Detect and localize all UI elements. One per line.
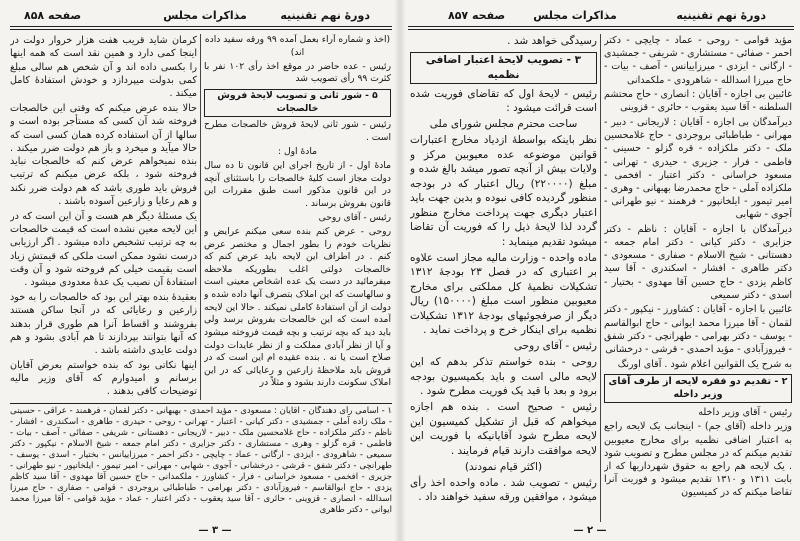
late-without-leave-list: دیرآمدگان بی اجازه - آقایان : لاریجانی - دبیر - مهرانی - طباطبائی بروجردی - حاج غلامحسین ملک - دکتر ملکزاده - قره گزلو - حسینی - فاطمی - فرار - جزیری - حیدری - تهرانی - مسعود خراسانی - دکتر اعتبار - افخمی - ملکزاده آملی - حاج محمدرضا بهبهانی - وهری - امیر تیمور - ایلخانپور - فرهمند - نیو طهرانی - آجوی - شهابی xyxy=(604,116,792,221)
speech-paragraph: وزیر داخله (آقای جم) - اینجانب یک لایحه راجع به اعتبار اضافی نظمیه برای مخارج معیوبین تقدیم میکنم که در مجلس مطرح و تصویب شود . یک لایحه هم راجع به حقوق شهرداریها که از بابت ۱۳۱۱ و ۱۳۱۰ تقدیم میشود و فوریت آنرا تقاضا میکنم که در کمیسیون xyxy=(604,421,792,499)
bill-preamble: نظر باینکه بواسطهٔ ازدیاد مخارج اعتبارات قوانین موضوعه عده معیوبین مرکز و ولایات بیش از آنچه تصور میشد بالغ شده و مبلغ (۲۲۰۰۰۰) ریال اعتبار که در بودجه منظور گردیده کافی نبوده و بدین جهت باید اعتبار دیگری جهت پرداخت مخارج منظور گردد لذا لایحهٔ ذیل را که فوریت آن تقاضا میشود تقدیم مینماید : xyxy=(410,134,597,248)
speaker-paragraph: رئیس - لایحهٔ اول که تقاضای فوریت شده است قرائت میشود : xyxy=(410,87,597,115)
footnote-text: ۱ - اسامی رأی دهندگان - آقایان : مسعودی - مؤید احمدی - بهبهانی - دکتر لقمان - فرهمند - عراقی - حسینی - ملک زاده آملی - جمشیدی - دکتر کیانی - اعتبار - تهرانی - روحی - حیدری - طاهری - اسکندری - افشار - ناظم - دکتر ملکزاده - حاج غلامحسین ملک - دبیر - لاریجانی - دهستانی - شریفی - صفائی - آصف - بیات - فاطمی - قره گزلو - وهری - مستشاری - دکتر جزایری - دکتر امام جمعه - شیخ الاسلام - نیکپور - دکتر سمیعی - شاهرودی - ایزدی - ارگانی - عماد - چایچی - دکتر احمر - میرزاییانس - بختیار - اسدی - یوسف - طهرانچی - دکتر شفق - قرشی - درخشانی - آجوی - شهابی - مهرانی - امیر تیمور - ایلخانپور - نیو طهرانی - جزیری - افخمی - مسعود خراسانی - فرار - کشاورز - ملکمدانی - حاج حسین آقا مهدوی - آقا سید کاظم یزدی - حاج ابوالقاسم - فیروزآبادی - دکتر بهرامی - طباطبائی بروجردی - قوامی - صفاری - حاج میرزا اسدالله - انصاری - قزوینی - حائری - آقا سید یعقوب - دکتر اعتبار - عماد - مؤید قوامی - آقا میرزا محمد ایوانی - دکتر طاهری xyxy=(10,406,392,516)
column-right xyxy=(604,34,792,522)
speech-paragraph: کرمان شاید قریب هفت هزار خروار دولت در اینجا کمی دارد و همین نقد است که همه اینها را بکسی داده اند و آن شخص هم سالی مبلغ کمی بدولت میپردازد و خودش استفادهٔ کامل میکند . xyxy=(10,35,197,100)
vote-note: (اخذ و شماره آراء بعمل آمده ۹۹ ورقه سفید داده اند) xyxy=(204,35,391,58)
absent-with-leave-list: غائبین با اجازه - آقایان : کشاورز - نیکپور - دکتر لقمان - آقا میرزا محمد ایوانی - حاج ابوالقاسم - یوسف - دکتر بهرامی - طهرانچی - دکتر شفق - فیروزآبادی - مؤید احمدی - قرشی - درخشانی xyxy=(604,304,792,355)
folio-mark: — ۲ — xyxy=(573,525,607,536)
speech-paragraph: روحی - عرض کنم بنده سعی میکنم عرایض و نظریات خودم را بطور اجمال و مختصر عرض کنم . در اطراف این لایحه باید عرض کنم که خالصجات دولتی اغلب بطوریکه ملاحظه میفرمائید در دست یک عده اشخاص معینی است و سالهاست که این املاک بتصرف آنها داده شده و دولت از آن استفادهٔ کاملی نمیکند . حالا این لایحه آمده است که این خالصجات بفروش برسد ولی باید دید که بچه ترتیب و بچه قیمت فروخته میشود و آیا از نظر آبادی مملکت و از نظر عایدات دولت صلاح است یا نه . بنده عقیده ام این است که در فروش باید ملاحظهٔ زارعین و رعایائی که در این املاک سکونت دارند بشود و مثلاً در xyxy=(204,226,391,389)
agenda-heading: ۵ - شور ثانی و تصویب لایحهٔ فروش خالصجات xyxy=(204,89,391,117)
session-label: دورهٔ نهم تقنینیه xyxy=(676,9,766,22)
agenda-heading: ۲ - تقدیم دو فقره لایحه از طرف آقای وزیر داخله xyxy=(604,374,792,403)
speech-paragraph: حالا بنده عرض میکنم که وقتی این خالصجات فروخته شد آن کسی که مستأجر بوده است و سالها از آن استفاده کرده همان کسی است که حالا میآید و میخرد و باز هم دولت ضرر میکند . بنده نمیخواهم عرض کنم که خالصجات نباید فروخته شود ، بلکه عرض میکنم که ترتیب فروش باید طوری باشد که هم دولت ضرر نکند و هم رعایا و زارعین آسوده باشند . xyxy=(10,102,197,207)
speech-paragraph: اینها نکاتی بود که بنده خواستم بعرض آقایان برسانم و امیدوارم که آقای وزیر مالیه توضیحات کافی بدهند . xyxy=(10,359,197,398)
speech-paragraph: بعقیدهٔ بنده بهتر این بود که خالصجات را به خود زارعین و رعایائی که در آنجا ساکن هستند بفروشند و اقساط آنرا هم طوری قرار بدهند که آنها بتوانند بپردازند تا هم آبادی بشود و هم دولت عایدی داشته باشد . xyxy=(10,291,197,357)
header-double-rule xyxy=(10,26,392,30)
absent-without-leave-list: غائبین بی اجازه - آقایان : انصاری - حاج محتشم السلطنه - آقا سید یعقوب - حائری - قزوینی xyxy=(604,89,792,114)
speaker-paragraph: رئیس - آقای روحی xyxy=(513,340,597,353)
page-number: صفحه ۸۵۷ xyxy=(448,9,506,22)
speaker-paragraph: رئیس - شور ثانی لایحهٔ فروش خالصجات مطرح است . xyxy=(204,120,391,144)
speech-paragraph: رئیس - صحیح است . بنده هم اجازه میخواهم که قبل از تشکیل کمیسیون این لایحه مطرح شود آقایانیکه با فوریت این لایحه موافقت دارند قیام فرمایند . xyxy=(410,401,597,457)
footnote-block xyxy=(10,406,392,520)
column-right xyxy=(204,34,391,400)
speech-paragraph: یک مسئلهٔ دیگر هم هست و آن این است که در این لایحه معین نشده است که قیمت خالصجات به چه ترتیب تشخیص داده میشود . اگر ارزیابی درست نشود ممکن است ملکی که قیمتش زیاد است بقیمت خیلی کم فروخته شود و آن وقت استفادهٔ آن نصیب یک عدهٔ معدودی میشود . xyxy=(10,210,197,289)
vote-result: رئیس - تصویب شد . ماده واحده اخذ رأی میشود ، موافقین ورقه سفید خواهند داد . xyxy=(410,476,597,504)
speaker-paragraph: رئیس - آقای روحی xyxy=(318,212,391,223)
running-title: مذاکرات مجلس xyxy=(163,9,247,22)
bill-article-text: ماده واحده - وزارت مالیه مجاز است علاوه بر اعتباری که در فصل ۲۳ بودجهٔ ۱۳۱۲ تشکیلات نظمیهٔ کل مملکتی برای مخارج معیوبین منظور است مبلغ (۱۵۰۰۰۰) ریال دیگر از صرفجوئیهای بودجهٔ ۱۳۱۲ تشکیلات نظمیه برای اینکار خرج و پرداخت نماید . xyxy=(410,251,597,337)
vote-result: رئیس - عده حاضر در موقع اخذ رأی ۱۰۲ نفر با کثرت ۹۹ رأی تصویب شد xyxy=(204,61,391,85)
late-with-leave-list: دیرآمدگان با اجازه - آقایان : ناظم - دکتر جزایری - دکتر کیانی - دکتر امام جمعه - دهستانی - شیخ الاسلام - صفاری - مسعودی - دکتر طاهری - افشار - اسکندری - آقا سید کاظم یزدی - حاج حسین آقا مهدوی - بختیار - اسدی - دکتر سمیعی xyxy=(604,223,792,301)
running-title: مذاکرات مجلس xyxy=(533,9,617,22)
page-header xyxy=(0,7,400,25)
session-label: دورهٔ نهم تقنینیه xyxy=(280,9,370,22)
footnote-rule xyxy=(10,403,392,404)
article-title: مادهٔ اول : xyxy=(277,147,318,158)
speaker-paragraph: رئیس - آقای وزیر داخله xyxy=(698,406,792,418)
agenda-heading: ۳ - تصویب لایحهٔ اعتبار اضافی نظمیه xyxy=(410,52,597,84)
page-857 xyxy=(400,0,800,541)
page-number: صفحه ۸۵۸ xyxy=(24,9,82,22)
attendance-list: مؤید قوامی - روحی - عماد - چایچی - دکتر احمر - صفائی - مستشاری - شریفی - جمشیدی - ارگانی - ایزدی - میرزاییانس - آصف - بیات - حاج میرزا اسدالله - شاهرودی - ملکمدانی xyxy=(604,35,792,86)
vote-note: (اکثر قیام نمودند) xyxy=(464,460,543,473)
column-left xyxy=(410,34,597,522)
minutes-note: به شرح یک القوانین اعلام شود . آقای اورنگ xyxy=(617,358,792,370)
column-left xyxy=(10,34,197,400)
speech-continuation: رسیدگی خواهد شد . xyxy=(507,35,597,47)
column-divider xyxy=(600,34,601,522)
bill-article-text: مادهٔ اول - از تاریخ اجرای این قانون تا ده سال دولت مجاز است کلیهٔ خالصجات را باستثنای آنچه در این قانون مذکور است طبق مقررات این قانون بفروش برساند . xyxy=(204,161,391,209)
folio-mark: — ۳ — xyxy=(198,525,232,536)
speech-paragraph: روحی - بنده خواستم تذکر بدهم که این لایحه مالی است و باید بکمیسیون بودجه برود و بعد با قید یک فوریت مطرح شود . xyxy=(410,356,597,398)
column-divider xyxy=(200,34,201,400)
header-double-rule xyxy=(408,26,794,30)
page-header xyxy=(400,7,800,25)
bill-address: ساحت محترم مجلس شورای ملی xyxy=(429,118,578,131)
